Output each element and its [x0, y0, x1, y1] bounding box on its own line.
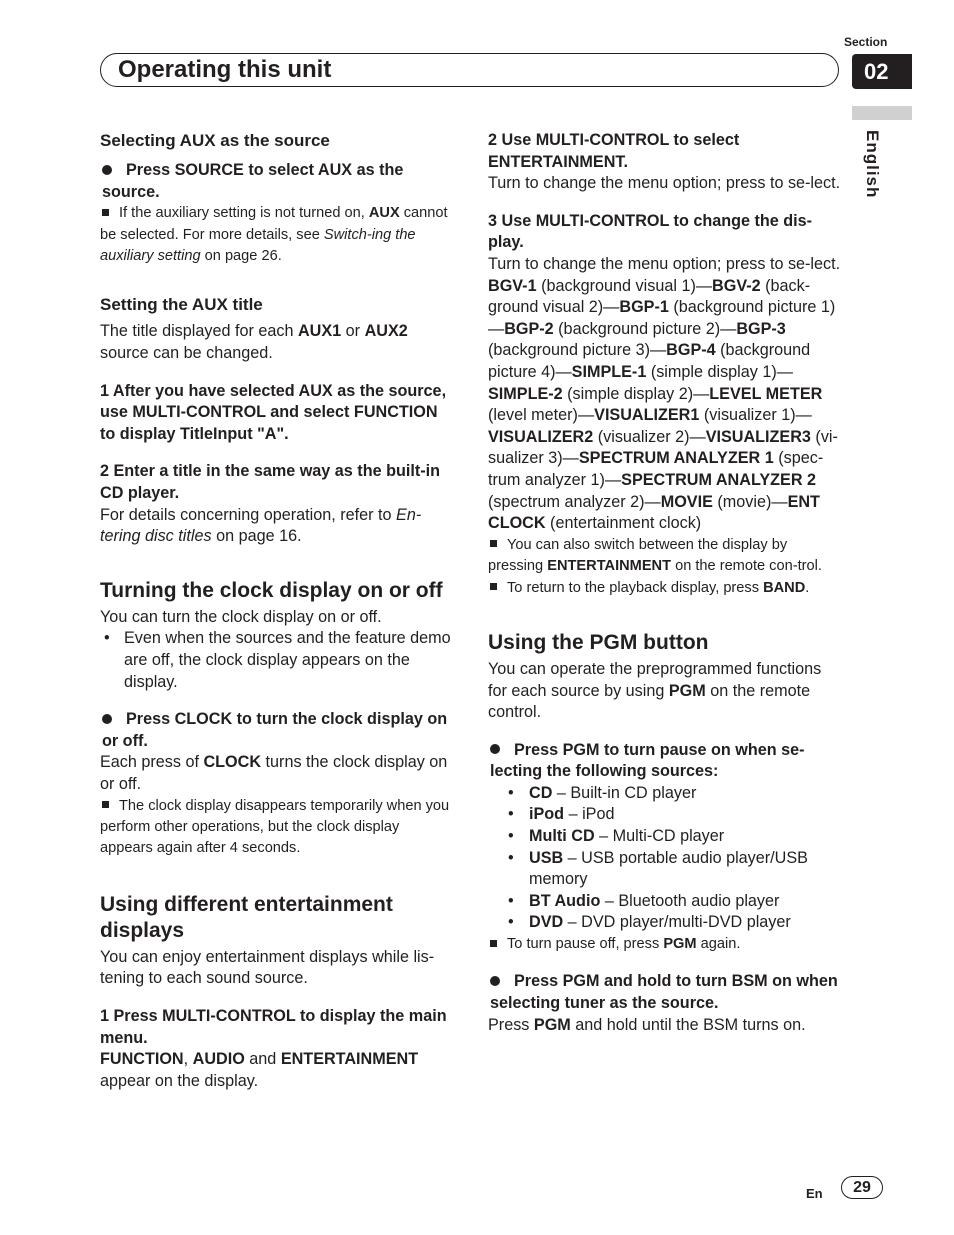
source-item-desc: – Built-in CD player [552, 783, 697, 802]
display-option-name: VISUALIZER2 [488, 427, 594, 446]
title-step-1: 1 After you have selected AUX as the source, use MULTI-CONTROL and select FUNCTION to display TitleInput "A". [100, 381, 447, 443]
aux-note-text: If the auxiliary setting is not turned on, [119, 205, 365, 222]
clock-step-body-bold: CLOCK [203, 753, 262, 772]
left-column [100, 128, 456, 1092]
display-option-desc: (vi-sualizer 3)— [488, 427, 838, 468]
ent-note-1-text-2: on the remote con-trol. [675, 558, 822, 575]
display-option-desc: (back-ground visual 2)— [488, 276, 811, 317]
note-square-icon [102, 209, 109, 216]
title-body-aux2: AUX2 [364, 322, 408, 341]
ent-step-1-tail: appear on the display. [100, 1071, 259, 1090]
source-item-desc: – Bluetooth audio player [600, 891, 780, 910]
display-option-desc: (simple display 2)— [562, 384, 710, 403]
display-option-desc: (spectrum analyzer 2)— [488, 492, 661, 511]
ent-note-2-period: . [805, 579, 810, 596]
ent-step-2: 2 Use MULTI-CONTROL to select ENTERTAINMENT. [488, 131, 740, 171]
note-square-icon [102, 801, 109, 808]
display-options-list [488, 276, 844, 535]
clock-body: You can turn the clock display on or off. [100, 607, 382, 626]
display-option-name: SPECTRUM ANALYZER 1 [578, 449, 774, 468]
pgm-note-bold: PGM [663, 936, 697, 953]
aux-step [100, 160, 456, 203]
clock-note-text: The clock display disappears temporarily when you perform other operations, but the clock display appears again after 4 seconds. [100, 797, 450, 857]
bsm-body [488, 1015, 844, 1037]
display-option-desc: (entertainment clock) [545, 514, 702, 533]
ent-step-1-function: FUNCTION [100, 1050, 184, 1069]
ent-step-3: 3 Use MULTI-CONTROL to change the dis-play. [488, 211, 813, 252]
aux-note-link: Switch-ing the auxiliary setting [100, 226, 416, 264]
page-title: Operating this unit [118, 56, 332, 83]
ent-step-1-comma: , [183, 1050, 189, 1069]
ent-note-1 [488, 535, 844, 578]
clock-step [100, 709, 456, 752]
bsm-body-bold: PGM [533, 1015, 571, 1034]
display-option-desc: (background picture 2)— [553, 319, 737, 338]
aux-note-bold: AUX [368, 205, 400, 222]
pgm-step [488, 740, 844, 783]
aux-heading: Selecting AUX as the source [100, 131, 330, 150]
pgm-heading: Using the PGM button [488, 630, 709, 654]
clock-step-body [100, 752, 456, 795]
source-item [488, 891, 844, 913]
display-option-name: VISUALIZER3 [705, 427, 811, 446]
display-option-desc: (background picture 4)— [488, 341, 811, 381]
clock-step-text: Press CLOCK to turn the clock display on or off. [102, 710, 448, 750]
display-option-name: MOVIE [660, 492, 713, 511]
source-item-name: DVD [529, 913, 564, 932]
source-item-name: USB [529, 848, 564, 867]
display-option-name: SIMPLE-1 [571, 362, 647, 381]
title-body-text: The title displayed for each [100, 322, 294, 341]
ent-step-2-body: Turn to change the menu option; press to se-lect. [488, 174, 841, 193]
ent-step-3-body: Turn to change the menu option; press to se-lect. [488, 254, 841, 273]
pgm-step-text: Press PGM to turn pause on when se-lecting the following sources: [490, 740, 805, 781]
display-option-desc: (movie)— [712, 492, 788, 511]
pgm-note-text: To turn pause off, press [507, 936, 660, 953]
clock-note [100, 796, 456, 860]
display-option-name: BGP-2 [504, 319, 554, 338]
ent-note-2-text: To return to the playback display, press [507, 579, 760, 596]
ent-heading: Using different entertainment displays [100, 892, 393, 942]
aux-note [100, 203, 456, 267]
ent-step-1-body [100, 1049, 456, 1092]
display-option-desc: (background picture 1)— [488, 298, 836, 338]
source-item-name: iPod [529, 805, 565, 824]
display-option-desc: (simple display 1)— [646, 362, 793, 381]
pgm-sources-list [488, 783, 844, 934]
bsm-step [488, 971, 844, 1014]
aux-note-text-2: cannot be selected. For more details, see [100, 205, 448, 243]
pgm-body [488, 659, 844, 724]
display-option-name: SIMPLE-2 [488, 384, 563, 403]
display-option-name: BGV-2 [712, 276, 761, 295]
source-item-name: Multi CD [529, 827, 595, 846]
ent-step-1-audio: AUDIO [192, 1050, 245, 1069]
title-body-aux1: AUX1 [297, 322, 342, 341]
right-column [488, 128, 844, 1036]
display-option-name: LEVEL METER [709, 384, 823, 403]
ent-body: You can enjoy entertainment displays while lis-tening to each sound source. [100, 947, 435, 988]
pgm-body-bold: PGM [668, 681, 706, 700]
display-option-desc: (background picture 3)— [488, 341, 667, 360]
note-square-icon [490, 540, 497, 547]
source-item-desc: – iPod [564, 805, 615, 824]
title-body-text-2: source can be changed. [100, 344, 273, 362]
ent-step-1: 1 Press MULTI-CONTROL to display the main menu. [100, 1006, 447, 1047]
display-option-desc: (background visual 1)— [536, 276, 713, 295]
display-option-name: BGV-1 [488, 276, 537, 295]
page-number: 29 [841, 1176, 883, 1199]
bsm-step-text: Press PGM and hold to turn BSM on when selecting tuner as the source. [490, 972, 838, 1013]
aux-note-text-3: on page 26. [204, 248, 282, 264]
ent-note-2 [488, 578, 844, 599]
source-item [488, 804, 844, 826]
source-item-name: BT Audio [529, 891, 601, 910]
source-item-desc: – USB portable audio player/USB memory [529, 848, 808, 889]
display-option-desc: (visualizer 1)— [699, 406, 812, 425]
pgm-note [488, 934, 844, 955]
pgm-body-text-2: on the remote control. [488, 681, 811, 722]
note-square-icon [490, 940, 497, 947]
display-option-desc: (level meter)— [488, 406, 595, 425]
display-option-name: BGP-4 [666, 341, 716, 360]
ent-step-1-entertainment: ENTERTAINMENT [280, 1050, 419, 1069]
title-step-2-body-link: En-tering disc titles [100, 505, 422, 546]
ent-note-1-bold: ENTERTAINMENT [547, 558, 672, 575]
source-item-name: CD [529, 783, 553, 802]
footer-lang-code: En [806, 1186, 823, 1201]
pgm-note-text-2: again. [700, 936, 741, 953]
title-body [100, 321, 456, 364]
display-option-name: ENT CLOCK [488, 492, 820, 533]
bsm-body-text: Press [488, 1015, 530, 1034]
pgm-body-text: You can operate the preprogrammed functions for each source by using [488, 659, 822, 700]
aux-step-text: Press SOURCE to select AUX as the source. [102, 161, 404, 201]
title-heading: Setting the AUX title [100, 295, 263, 315]
display-option-name: BGP-1 [619, 298, 669, 317]
display-option-name: SPECTRUM ANALYZER 2 [621, 470, 817, 489]
source-item-desc: – DVD player/multi-DVD player [563, 913, 791, 932]
title-step-2-body-text-2: on page 16. [216, 527, 302, 546]
section-label: Section [844, 35, 888, 49]
ent-note-1-text: You can also switch between the display by pressing [488, 536, 788, 575]
title-step-2-body-text: For details concerning operation, refer to [100, 505, 392, 524]
source-item [488, 912, 844, 934]
source-item [488, 783, 844, 805]
note-square-icon [490, 583, 497, 590]
source-item-desc: – Multi-CD player [594, 827, 725, 846]
language-label: English [863, 130, 882, 199]
section-number-badge: 02 [852, 54, 912, 89]
title-step-2: 2 Enter a title in the same way as the built-in CD player. [100, 462, 441, 502]
display-option-name: BGP-3 [736, 319, 786, 338]
clock-heading: Turning the clock display on or off [100, 578, 443, 602]
display-option-desc: (spec-trum analyzer 1)— [488, 449, 824, 489]
source-item [488, 848, 844, 891]
clock-step-body-text-2: turns the clock display on or off. [100, 753, 448, 793]
ent-step-1-and: and [249, 1050, 277, 1069]
display-option-name: VISUALIZER1 [594, 406, 700, 425]
language-tab-bar [852, 106, 912, 120]
title-body-or: or [345, 322, 361, 341]
title-step-2-body [100, 505, 456, 548]
display-option-desc: (visualizer 2)— [593, 427, 706, 446]
ent-note-2-bold: BAND [763, 579, 806, 596]
clock-step-body-text: Each press of [100, 753, 199, 772]
bsm-body-text-2: and hold until the BSM turns on. [575, 1015, 806, 1034]
clock-bullet: • Even when the sources and the feature demo are off, the clock display appears on the display. [100, 628, 456, 693]
source-item [488, 826, 844, 848]
